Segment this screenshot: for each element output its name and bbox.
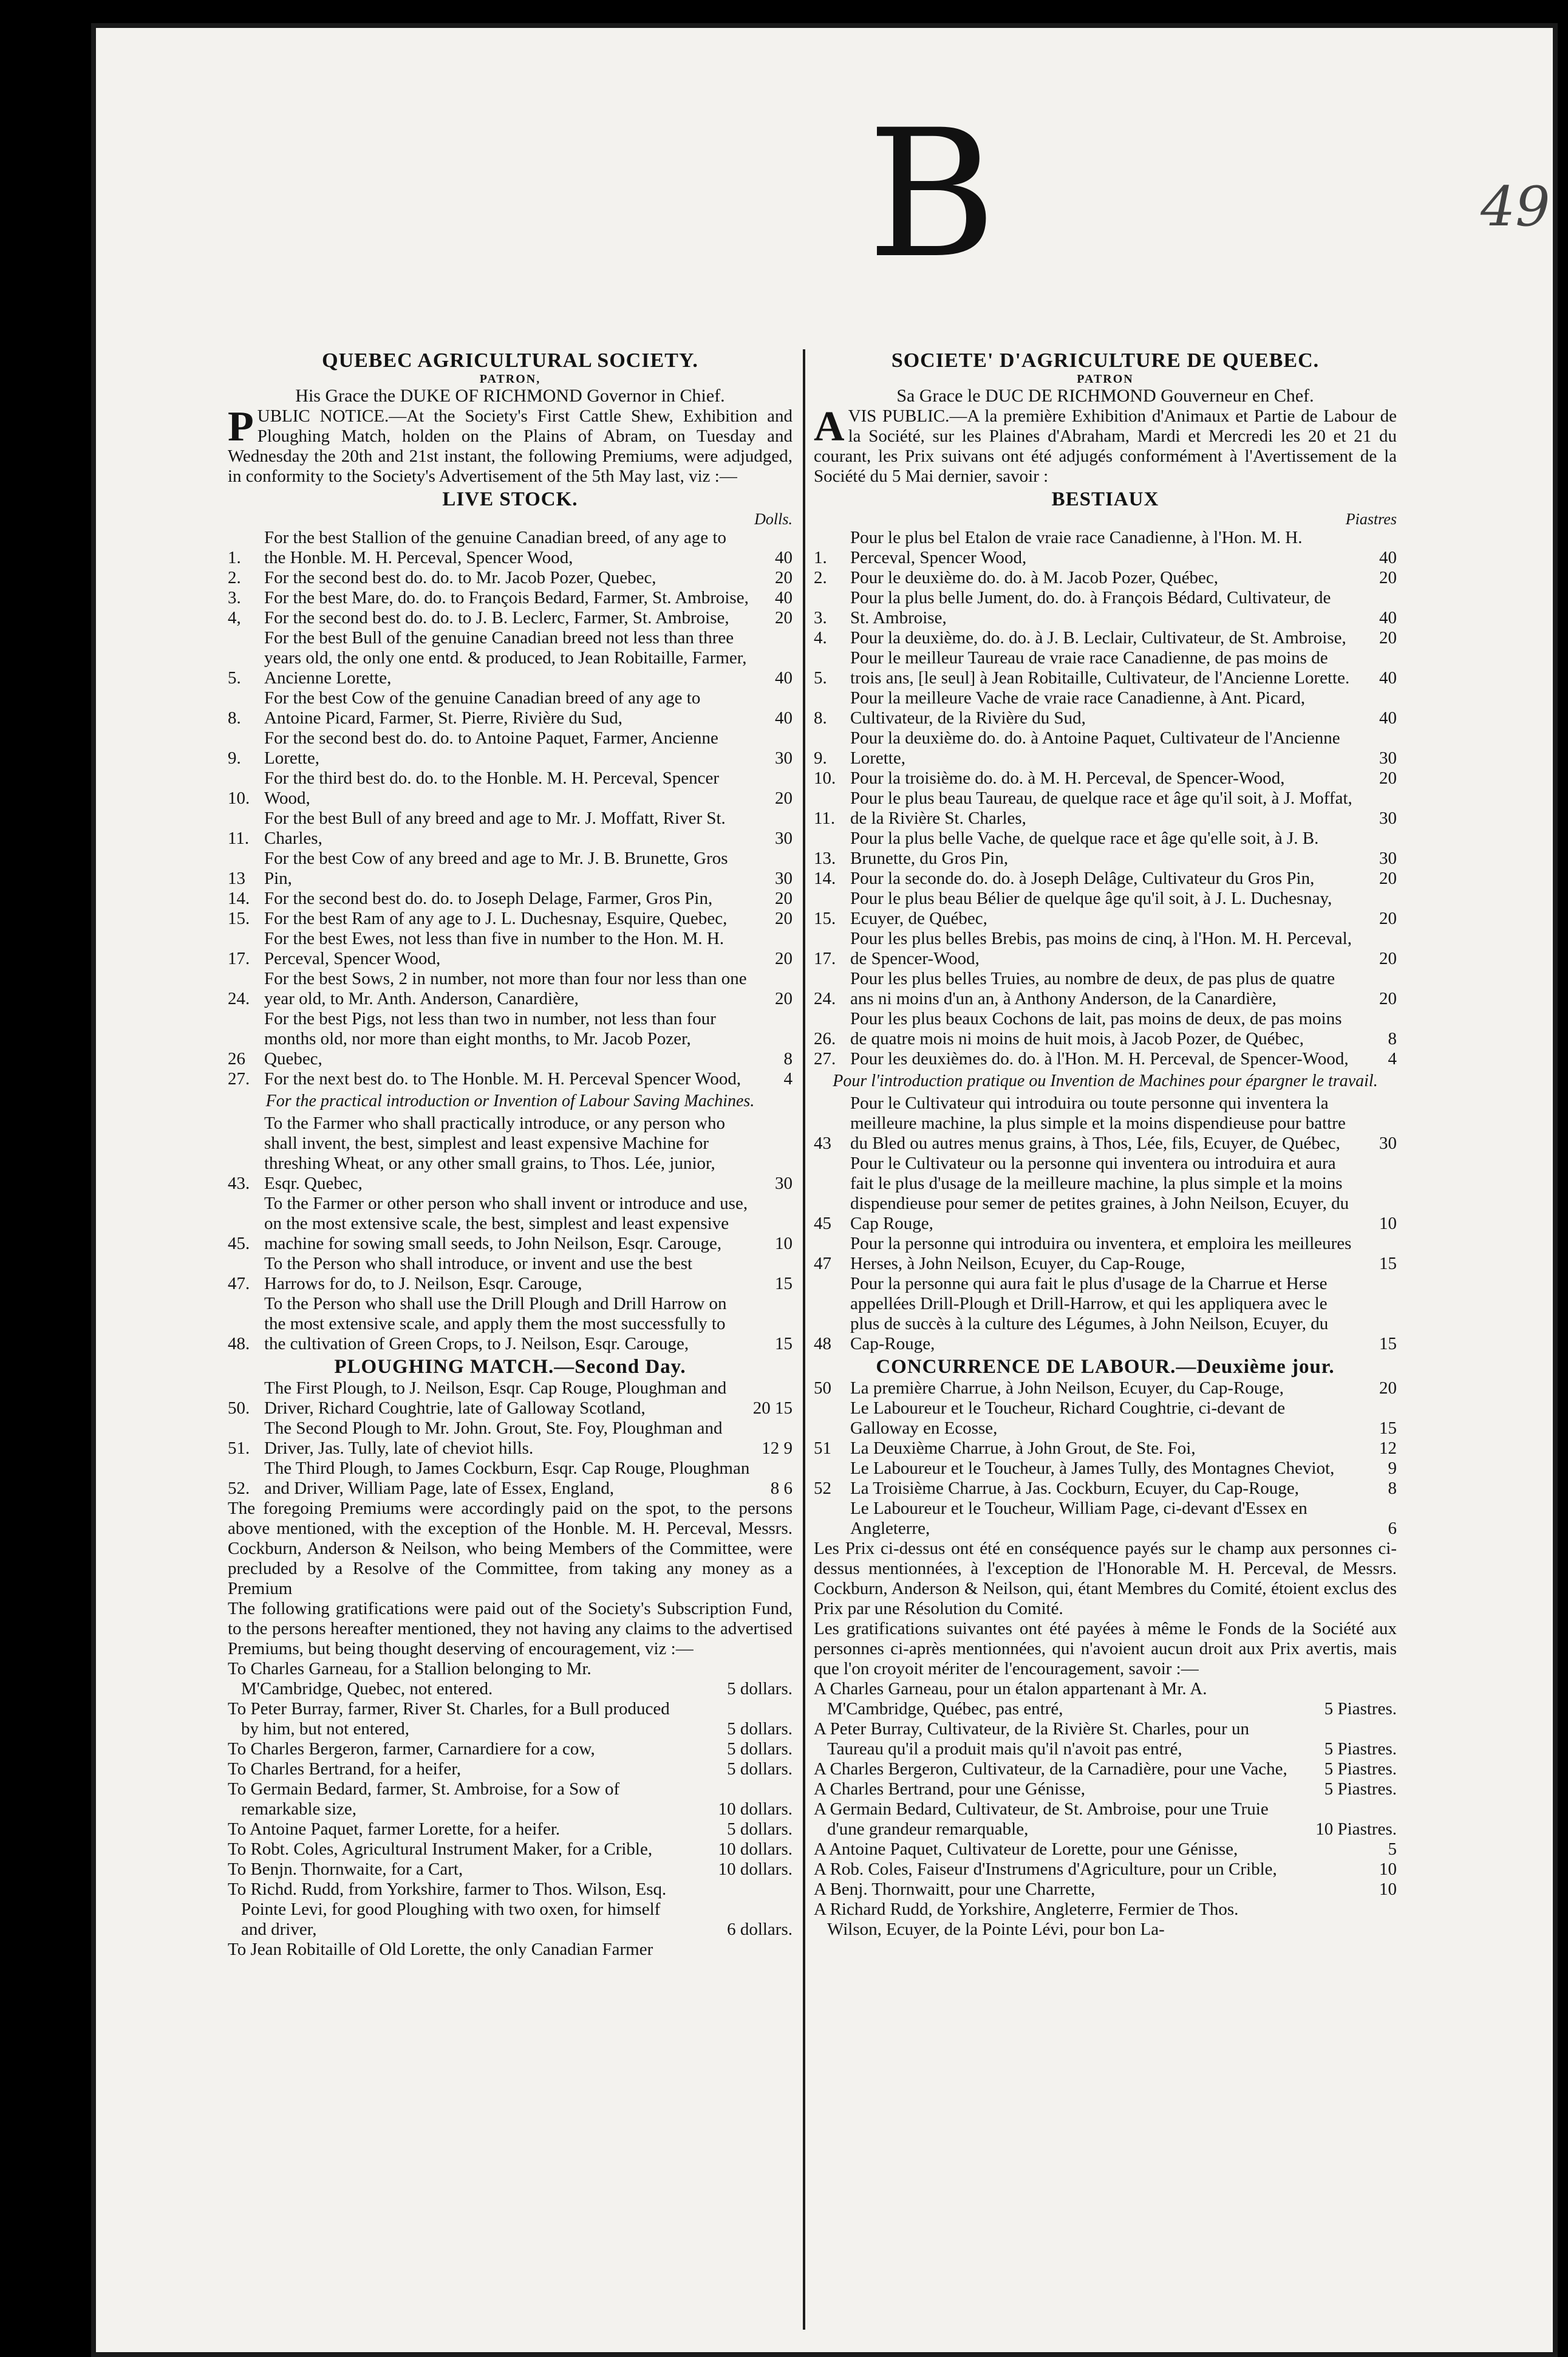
premium-row: [814, 869, 1397, 889]
premium-number: 1.: [814, 548, 827, 567]
premium-row: [228, 1069, 793, 1089]
premium-number: 5.: [814, 668, 827, 688]
premium-text: For the best Mare, do. do. to François Bedard, Farmer, St. Ambroise,: [264, 588, 749, 607]
premium-amount: 15: [1379, 1254, 1397, 1273]
premium-number: 51.: [228, 1438, 250, 1458]
premium-row: [814, 648, 1397, 688]
premium-amount: 8: [1388, 1029, 1397, 1049]
premium-amount: 30: [1379, 849, 1397, 868]
premium-number: 8.: [814, 708, 827, 728]
premium-text: La Troisième Charrue, à Jas. Cockburn, Ecuyer, du Cap-Rouge,: [850, 1479, 1299, 1498]
premium-row: [814, 1459, 1397, 1479]
gratification-amount: 5 Piastres.: [1324, 1779, 1397, 1799]
premium-row: [228, 909, 793, 929]
premium-text: Pour les plus beaux Cochons de lait, pas moins de deux, de pas moins de quatre mois ni moins de huit mois, à Jacob Pozer, de Québec,: [850, 1009, 1342, 1049]
premium-number: 15.: [228, 909, 250, 928]
premium-text: Pour les deuxièmes do. do. à l'Hon. M. H. Perceval, de Spencer-Wood,: [850, 1049, 1349, 1069]
premium-text: For the best Pigs, not less than two in number, not less than four months old, nor more than eight months, to Mr. Jacob Pozer, Quebec,: [264, 1009, 716, 1069]
premium-amount: 40: [1379, 548, 1397, 567]
premium-amount: 20: [1379, 1378, 1397, 1398]
french-foregoing-paragraph: Les Prix ci-dessus ont été en conséquence payés sur le champ aux personnes ci-dessus mentionnées, à l'exception de l'Honorable M. H. Perceval, de Messrs. Cockburn, Anderson & Neilson, qui, étant Membres du Comité, étoient exclus des Prix par une Résolution du Comité.: [814, 1539, 1397, 1618]
premium-amount: 20 15: [752, 1398, 793, 1418]
premium-text: For the second best do. do. to Antoine Paquet, Farmer, Ancienne Lorette,: [264, 728, 718, 768]
premium-amount: 8: [1388, 1479, 1397, 1498]
gratification-amount: 5 dollars.: [727, 1759, 793, 1779]
premium-text: For the best Cow of any breed and age to Mr. J. B. Brunette, Gros Pin,: [264, 849, 728, 888]
premium-row: [228, 849, 793, 889]
english-patron-label: PATRON,: [479, 372, 541, 386]
premium-number: 8.: [228, 708, 241, 728]
premium-text: Pour la seconde do. do. à Joseph Delâge, Cultivateur du Gros Pin,: [850, 869, 1315, 888]
gratification-text: A Germain Bedard, Cultivateur, de St. Ambroise, pour une Truie d'une grandeur remarquable,: [814, 1799, 1269, 1839]
premium-number: 50: [814, 1378, 831, 1398]
gratification-amount: 5 dollars.: [727, 1819, 793, 1839]
premium-text: To the Farmer who shall practically introduce, or any person who shall invent, the best, simplest and least expensive Machine for threshing Wheat, or any other small grains, to Thos. Lée, junior, Esqr. Quebec,: [264, 1114, 725, 1193]
premium-number: 50.: [228, 1398, 250, 1418]
premium-amount: 20: [775, 909, 793, 928]
premium-row: [814, 1093, 1397, 1154]
premium-amount: 20: [775, 608, 793, 628]
premium-text: Pour le plus beau Bélier de quelque âge qu'il soit, à J. L. Duchesnay, Ecuyer, de Québec,: [850, 889, 1332, 928]
premium-amount: 12: [1379, 1438, 1397, 1458]
premium-number: 24.: [814, 989, 836, 1008]
premium-row: [228, 1254, 793, 1294]
premium-text: Pour la meilleure Vache de vraie race Canadienne, à Ant. Picard, Cultivateur, de la Rivière du Sud,: [850, 688, 1306, 728]
premium-amount: 20: [775, 789, 793, 808]
premium-amount: 40: [775, 548, 793, 567]
premium-row: [228, 1009, 793, 1069]
gratification-row: [228, 1659, 793, 1699]
premium-number: 10.: [228, 789, 250, 808]
premium-row: [228, 1418, 793, 1459]
premium-amount: 20: [775, 989, 793, 1008]
gratification-text: A Peter Burray, Cultivateur, de la Rivière St. Charles, pour un Taureau qu'il a produit mais qu'il n'avoit pas entré,: [814, 1719, 1249, 1759]
premium-amount: 30: [1379, 1134, 1397, 1153]
gratification-text: To Charles Bergeron, farmer, Carnardiere for a cow,: [228, 1739, 595, 1759]
premium-amount: 40: [1379, 708, 1397, 728]
premium-amount: 20: [1379, 949, 1397, 968]
premium-row: [228, 608, 793, 628]
french-livestock-units: Piastres: [1345, 510, 1397, 528]
gratification-text: To Antoine Paquet, farmer Lorette, for a heifer.: [228, 1819, 561, 1839]
premium-number: 43.: [228, 1174, 250, 1193]
gratification-amount: 5: [1388, 1839, 1397, 1859]
english-livestock-list: [228, 528, 793, 1089]
gratification-row: [814, 1859, 1397, 1880]
premium-row: [814, 528, 1397, 568]
french-title: SOCIETE' D'AGRICULTURE DE QUEBEC.: [891, 349, 1320, 372]
premium-amount: 15: [775, 1274, 793, 1293]
premium-number: 17.: [814, 949, 836, 968]
premium-text: For the best Bull of the genuine Canadian breed not less than three years old, the only one entd. & produced, to Jean Robitaille, Farmer, Ancienne Lorette,: [264, 628, 747, 688]
french-gratifications-intro: Les gratifications suivantes ont été payées à même le Fonds de la Société aux personnes ci-après mentionnées, qui n'avoient aucun droit aux Prix avertis, mais que l'on croyoit mériter de l'encouragement, savoir :—: [814, 1619, 1397, 1678]
french-machines-heading: Pour l'introduction pratique ou Invention de Machines pour épargner le travail.: [833, 1072, 1378, 1090]
premium-text: Pour la plus belle Jument, do. do. à François Bédard, Cultivateur, de St. Ambroise,: [850, 588, 1331, 628]
premium-number: 48: [814, 1334, 831, 1353]
gratification-row: [814, 1799, 1397, 1839]
french-livestock-list: [814, 528, 1397, 1069]
column-divider: [803, 349, 805, 2330]
premium-text: Pour le plus bel Etalon de vraie race Canadienne, à l'Hon. M. H. Perceval, Spencer Wood,: [850, 528, 1303, 567]
premium-number: 27.: [814, 1049, 836, 1069]
premium-text: To the Person who shall use the Drill Plough and Drill Harrow on the most extensive scale, and apply them the most successfully to the cultivation of Green Crops, to J. Neilson, Esqr. Carouge,: [264, 1294, 727, 1353]
premium-text: Pour la personne qui introduira ou inventera, et emploira les meilleures Herses, à John Neilson, Ecuyer, du Cap-Rouge,: [850, 1234, 1352, 1273]
premium-amount: 40: [775, 668, 793, 688]
premium-row: [228, 969, 793, 1009]
premium-row: [814, 929, 1397, 969]
premium-text: For the best Cow of the genuine Canadian breed of any age to Antoine Picard, Farmer, St. Pierre, Rivière du Sud,: [264, 688, 701, 728]
premium-amount: 40: [775, 588, 793, 607]
gratification-amount: 5 Piastres.: [1324, 1759, 1397, 1779]
premium-row: [814, 1438, 1397, 1459]
gratification-amount: 10: [1379, 1880, 1397, 1899]
premium-number: 9.: [814, 748, 827, 768]
premium-text: Le Laboureur et le Toucheur, William Page, ci-devant d'Essex en Angleterre,: [850, 1499, 1307, 1538]
premium-row: [814, 969, 1397, 1009]
premium-number: 14.: [228, 889, 250, 908]
premium-number: 17.: [228, 949, 250, 968]
premium-text: Pour le Cultivateur qui introduira ou toute personne qui inventera la meilleure machine, la plus simple et la moins dispendieuse pour battre du Bled ou autres menus grains, à Thos, Lée, fils, Ecuyer, de Québec,: [850, 1093, 1346, 1153]
premium-number: 10.: [814, 768, 836, 788]
premium-row: [228, 688, 793, 728]
premium-row: [228, 1378, 793, 1418]
premium-number: 45: [814, 1214, 831, 1233]
premium-amount: 15: [775, 1334, 793, 1353]
premium-text: For the best Stallion of the genuine Canadian breed, of any age to the Honble. M. H. Perceval, Spencer Wood,: [264, 528, 727, 567]
gratification-amount: 10 dollars.: [718, 1839, 793, 1859]
premium-amount: 20: [775, 889, 793, 908]
gratification-row: [814, 1719, 1397, 1759]
gratification-amount: 10 dollars.: [718, 1859, 793, 1879]
gratification-row: [228, 1759, 793, 1779]
premium-amount: 40: [775, 708, 793, 728]
premium-amount: 15: [1379, 1418, 1397, 1438]
gratification-amount: 10 dollars.: [718, 1799, 793, 1819]
premium-number: 43: [814, 1134, 831, 1153]
french-ploughing-list: [814, 1378, 1397, 1539]
premium-number: 47: [814, 1254, 831, 1273]
premium-text: For the third best do. do. to the Honble. M. H. Perceval, Spencer Wood,: [264, 768, 720, 808]
premium-row: [814, 1154, 1397, 1234]
english-gratifications-intro: The following gratifications were paid out of the Society's Subscription Fund, to the persons hereafter mentioned, they not having any claims to the advertised Premiums, but being thought deserving of encouragement, viz :—: [228, 1599, 793, 1658]
premium-row: [814, 889, 1397, 929]
french-notice-text: VIS PUBLIC.—A la première Exhibition d'Animaux et Partie de Labour de la Société, sur les Plaines d'Abraham, Mardi et Mercredi les 20 et 21 du courant, les Prix suivans ont été adjugés conformément à l'Avertissement de la Société du 5 Mai dernier, savoir :: [814, 406, 1397, 486]
gratification-row: [814, 1759, 1397, 1779]
premium-amount: 30: [775, 1174, 793, 1193]
premium-row: [228, 768, 793, 809]
premium-amount: 10: [775, 1234, 793, 1253]
premium-row: [814, 688, 1397, 728]
premium-amount: 8: [783, 1049, 793, 1069]
premium-amount: 12 9: [762, 1438, 793, 1458]
premium-text: Pour les plus belles Brebis, pas moins de cinq, à l'Hon. M. H. Perceval, de Spencer-Wood,: [850, 929, 1352, 968]
english-public-notice: [228, 403, 793, 487]
gratification-amount: 5 dollars.: [727, 1719, 793, 1739]
premium-text: For the best Ewes, not less than five in number to the Hon. M. H. Perceval, Spencer Wood,: [264, 929, 724, 968]
gratification-text: To Peter Burray, farmer, River St. Charles, for a Bull produced by him, but not entered,: [228, 1699, 670, 1739]
premium-amount: 20: [775, 949, 793, 968]
french-livestock-heading: BESTIAUX: [1051, 488, 1159, 510]
premium-text: To the Person who shall introduce, or invent and use the best Harrows for do, to J. Neilson, Esqr. Carouge,: [264, 1254, 693, 1293]
premium-row: [228, 1294, 793, 1354]
gratification-row: [228, 1859, 793, 1880]
gratification-row: [228, 1779, 793, 1819]
premium-text: Pour le Cultivateur ou la personne qui inventera ou introduira et aura fait le plus d'usage de la meilleure machine, la plus simple et la moins dispendieuse pour semer de petites graines, à John Neilson, Ecuyer, du Cap Rouge,: [850, 1154, 1349, 1233]
premium-number: 11.: [814, 809, 836, 828]
gratification-text: A Rob. Coles, Faiseur d'Instrumens d'Agriculture, pour un Crible,: [814, 1859, 1277, 1879]
premium-amount: 40: [1379, 608, 1397, 628]
french-public-notice: [814, 403, 1397, 487]
premium-amount: 6: [1388, 1519, 1397, 1538]
premium-amount: 4: [1388, 1049, 1397, 1069]
english-foregoing-paragraph: The foregoing Premiums were accordingly paid on the spot, to the persons above mentioned, with the exception of the Honble. M. H. Perceval, Messrs. Cockburn, Anderson & Neilson, who being Members of the Committee, were precluded by a Resolve of the Committee, from taking any money as a Premium: [228, 1499, 793, 1598]
gratification-text: A Charles Bergeron, Cultivateur, de la Carnadière, pour une Vache,: [814, 1759, 1287, 1779]
premium-amount: 4: [783, 1069, 793, 1089]
premium-row: [228, 588, 793, 608]
premium-amount: 30: [1379, 748, 1397, 768]
gratification-text: To Charles Bertrand, for a heifer,: [228, 1759, 462, 1779]
premium-number: 45.: [228, 1234, 250, 1253]
gratification-row: [228, 1880, 793, 1940]
gratification-amount: 10 Piastres.: [1315, 1819, 1397, 1839]
premium-amount: 30: [775, 829, 793, 848]
premium-row: [814, 829, 1397, 869]
english-livestock-heading: LIVE STOCK.: [442, 488, 578, 510]
premium-amount: 30: [1379, 809, 1397, 828]
premium-text: Pour la troisième do. do. à M. H. Perceval, de Spencer-Wood,: [850, 768, 1285, 788]
premium-amount: 10: [1379, 1214, 1397, 1233]
premium-text: Pour la deuxième, do. do. à J. B. Leclair, Cultivateur, de St. Ambroise,: [850, 628, 1346, 648]
premium-number: 4.: [814, 628, 827, 648]
premium-amount: 8 6: [770, 1479, 793, 1498]
premium-number: 47.: [228, 1274, 250, 1293]
premium-number: 14.: [814, 869, 836, 888]
gratification-row: [814, 1679, 1397, 1719]
gratification-amount: 6 dollars.: [727, 1920, 793, 1939]
premium-number: 5.: [228, 668, 241, 688]
premium-text: Pour le deuxième do. do. à M. Jacob Pozer, Québec,: [850, 568, 1219, 587]
premium-row: [814, 1398, 1397, 1438]
gratification-row: [228, 1839, 793, 1859]
english-title: QUEBEC AGRICULTURAL SOCIETY.: [322, 349, 698, 372]
premium-amount: 20: [1379, 628, 1397, 648]
premium-text: Le Laboureur et le Toucheur, à James Tully, des Montagnes Cheviot,: [850, 1459, 1335, 1478]
premium-row: [228, 1114, 793, 1194]
premium-number: 24.: [228, 989, 250, 1008]
gratification-text: To Germain Bedard, farmer, St. Ambroise, for a Sow of remarkable size,: [228, 1779, 620, 1819]
premium-number: 3.: [814, 608, 827, 628]
french-ploughing-heading: CONCURRENCE DE LABOUR.—Deuxième jour.: [876, 1356, 1335, 1378]
gratification-row: [814, 1839, 1397, 1859]
premium-row: [228, 628, 793, 688]
premium-number: 26.: [814, 1029, 836, 1049]
premium-text: Pour la personne qui aura fait le plus d'usage de la Charrue et Herse appellées Drill-Plough et Drill-Harrow, et qui les appliquera avec le plus de succès à la culture des Légumes, à John Neilson, Ecuyer, du Cap-Rouge,: [850, 1274, 1329, 1353]
premium-amount: 30: [775, 869, 793, 888]
premium-row: [228, 1459, 793, 1499]
english-gratifications-list: [228, 1659, 793, 1960]
gratification-text: A Charles Bertrand, pour une Génisse,: [814, 1779, 1085, 1799]
premium-text: Pour le plus beau Taureau, de quelque race et âge qu'il soit, à J. Moffat, de la Rivière St. Charles,: [850, 789, 1352, 828]
gratification-row: [814, 1779, 1397, 1799]
gratification-row: [228, 1699, 793, 1739]
premium-row: [814, 1499, 1397, 1539]
premium-number: 26: [228, 1049, 245, 1069]
english-machines-list: [228, 1114, 793, 1354]
premium-text: For the best Bull of any breed and age to Mr. J. Moffatt, River St. Charles,: [264, 809, 726, 848]
premium-text: Pour la plus belle Vache, de quelque race et âge qu'elle soit, à J. B. Brunette, du Gros Pin,: [850, 829, 1319, 868]
premium-row: [814, 1378, 1397, 1398]
premium-text: For the best Sows, 2 in number, not more than four nor less than one year old, to Mr. Anth. Anderson, Canardière,: [264, 969, 747, 1008]
premium-number: 27.: [228, 1069, 250, 1089]
premium-number: 15.: [814, 909, 836, 928]
premium-text: La première Charrue, à John Neilson, Ecuyer, du Cap-Rouge,: [850, 1378, 1284, 1398]
english-patron-name: His Grace the DUKE OF RICHMOND Governor in Chief.: [295, 386, 725, 406]
premium-row: [814, 768, 1397, 789]
premium-row: [814, 789, 1397, 829]
premium-text: Le Laboureur et le Toucheur, Richard Coughtrie, ci-devant de Galloway en Ecosse,: [850, 1398, 1286, 1438]
premium-text: For the second best do. do. to Mr. Jacob Pozer, Quebec,: [264, 568, 656, 587]
premium-number: 9.: [228, 748, 241, 768]
premium-text: For the next best do. to The Honble. M. H. Perceval Spencer Wood,: [264, 1069, 741, 1089]
gratification-row: [814, 1900, 1397, 1940]
premium-amount: 20: [1379, 869, 1397, 888]
premium-number: 2.: [228, 568, 241, 587]
gratification-amount: 5 Piastres.: [1324, 1699, 1397, 1719]
handwritten-page-number: 49: [1481, 175, 1550, 239]
english-ploughing-heading: PLOUGHING MATCH.—Second Day.: [334, 1356, 686, 1378]
premium-text: Pour les plus belles Truies, au nombre de deux, de pas plus de quatre ans ni moins d'un an, à Anthony Anderson, de la Canardière,: [850, 969, 1335, 1008]
premium-row: [228, 809, 793, 849]
premium-row: [814, 628, 1397, 648]
gratification-row: [228, 1739, 793, 1759]
gratification-text: To Richd. Rudd, from Yorkshire, farmer to Thos. Wilson, Esq. Pointe Levi, for good Ploughing with two oxen, for himself and driver,: [228, 1880, 667, 1939]
gratification-text: To Jean Robitaille of Old Lorette, the only Canadian Farmer: [228, 1940, 653, 1959]
gratification-row: [814, 1880, 1397, 1900]
premium-amount: 20: [1379, 568, 1397, 587]
premium-row: [228, 929, 793, 969]
premium-row: [228, 528, 793, 568]
french-column: [814, 349, 1397, 1940]
premium-number: 11.: [228, 829, 250, 848]
premium-row: [814, 1009, 1397, 1049]
french-dropcap: A: [814, 403, 845, 450]
premium-number: 4,: [228, 608, 241, 628]
premium-row: [814, 1274, 1397, 1354]
premium-number: 2.: [814, 568, 827, 587]
premium-text: La Deuxième Charrue, à John Grout, de Ste. Foi,: [850, 1438, 1196, 1458]
premium-row: [228, 889, 793, 909]
premium-text: Pour le meilleur Taureau de vraie race Canadienne, de pas moins de trois ans, [le seul] à Jean Robitaille, Cultivateur, de l'Ancienne Lorette.: [850, 648, 1350, 688]
english-ploughing-list: [228, 1378, 793, 1499]
premium-amount: 20: [1379, 989, 1397, 1008]
premium-text: The First Plough, to J. Neilson, Esqr. Cap Rouge, Ploughman and Driver, Richard Coughtrie, late of Galloway Scotland,: [264, 1378, 727, 1418]
gratification-text: A Antoine Paquet, Cultivateur de Lorette, pour une Génisse,: [814, 1839, 1238, 1859]
premium-number: 52.: [228, 1479, 250, 1498]
premium-amount: 20: [775, 568, 793, 587]
french-patron-name: Sa Grace le DUC DE RICHMOND Gouverneur en Chef.: [896, 386, 1314, 406]
premium-amount: 15: [1379, 1334, 1397, 1353]
english-livestock-units: Dolls.: [754, 510, 793, 528]
premium-amount: 40: [1379, 668, 1397, 688]
gratification-text: A Charles Garneau, pour un étalon appartenant à Mr. A. M'Cambridge, Québec, pas entré,: [814, 1679, 1207, 1719]
handwritten-letter: B: [867, 92, 997, 297]
french-machines-list: [814, 1093, 1397, 1354]
gratification-text: To Benjn. Thornwaite, for a Cart,: [228, 1859, 463, 1879]
premium-number: 52: [814, 1479, 831, 1498]
gratification-amount: 5 dollars.: [727, 1679, 793, 1698]
premium-amount: 30: [775, 748, 793, 768]
premium-row: [814, 1479, 1397, 1499]
premium-text: For the best Ram of any age to J. L. Duchesnay, Esquire, Quebec,: [264, 909, 728, 928]
english-column: [228, 349, 793, 1960]
premium-row: [228, 1194, 793, 1254]
premium-row: [228, 728, 793, 768]
premium-amount: 20: [1379, 909, 1397, 928]
premium-row: [814, 1049, 1397, 1069]
premium-number: 48.: [228, 1334, 250, 1353]
premium-amount: 9: [1388, 1459, 1397, 1478]
gratification-amount: 10: [1379, 1859, 1397, 1879]
premium-number: 1.: [228, 548, 241, 567]
english-dropcap: P: [228, 403, 254, 450]
gratification-amount: 5 dollars.: [727, 1739, 793, 1759]
premium-number: 3.: [228, 588, 241, 607]
premium-number: 13: [228, 869, 245, 888]
premium-text: Pour la deuxième do. do. à Antoine Paquet, Cultivateur de l'Ancienne Lorette,: [850, 728, 1340, 768]
premium-text: For the second best do. do. to J. B. Leclerc, Farmer, St. Ambroise,: [264, 608, 729, 628]
premium-row: [814, 588, 1397, 628]
gratification-row: [228, 1819, 793, 1839]
premium-amount: 20: [1379, 768, 1397, 788]
premium-row: [814, 728, 1397, 768]
french-patron-label: PATRON: [1077, 372, 1134, 386]
english-machines-heading: For the practical introduction or Invention of Labour Saving Machines.: [265, 1092, 755, 1110]
english-notice-text: UBLIC NOTICE.—At the Society's First Cattle Shew, Exhibition and Ploughing Match, holden on the Plains of Abram, on Tuesday and Wednesday the 20th and 21st instant, the following Premiums, were adjudged, in conformity to the Society's Advertisement of the 5th May last, viz :—: [228, 406, 793, 486]
premium-row: [228, 568, 793, 588]
premium-row: [814, 1234, 1397, 1274]
gratification-text: To Charles Garneau, for a Stallion belonging to Mr. M'Cambridge, Quebec, not entered.: [228, 1659, 591, 1698]
gratification-amount: 5 Piastres.: [1324, 1739, 1397, 1759]
gratification-text: A Richard Rudd, de Yorkshire, Angleterre, Fermier de Thos. Wilson, Ecuyer, de la Pointe Lévi, pour bon La-: [814, 1900, 1239, 1939]
premium-row: [814, 568, 1397, 588]
premium-text: The Second Plough to Mr. John. Grout, Ste. Foy, Ploughman and Driver, Jas. Tully, late of cheviot hills.: [264, 1418, 723, 1458]
premium-number: 13.: [814, 849, 836, 868]
gratification-row: [228, 1940, 793, 1960]
premium-text: To the Farmer or other person who shall invent or introduce and use, on the most extensive scale, the best, simplest and least expensive machine for sowing small seeds, to John Neilson, Esqr. Carouge,: [264, 1194, 748, 1253]
premium-number: 51: [814, 1438, 831, 1458]
gratification-text: A Benj. Thornwaitt, pour une Charrette,: [814, 1880, 1096, 1899]
french-gratifications-list: [814, 1679, 1397, 1940]
gratification-text: To Robt. Coles, Agricultural Instrument Maker, for a Crible,: [228, 1839, 653, 1859]
premium-text: The Third Plough, to James Cockburn, Esqr. Cap Rouge, Ploughman and Driver, William Page, late of Essex, England,: [264, 1459, 750, 1498]
premium-text: For the second best do. do. to Joseph Delage, Farmer, Gros Pin,: [264, 889, 713, 908]
